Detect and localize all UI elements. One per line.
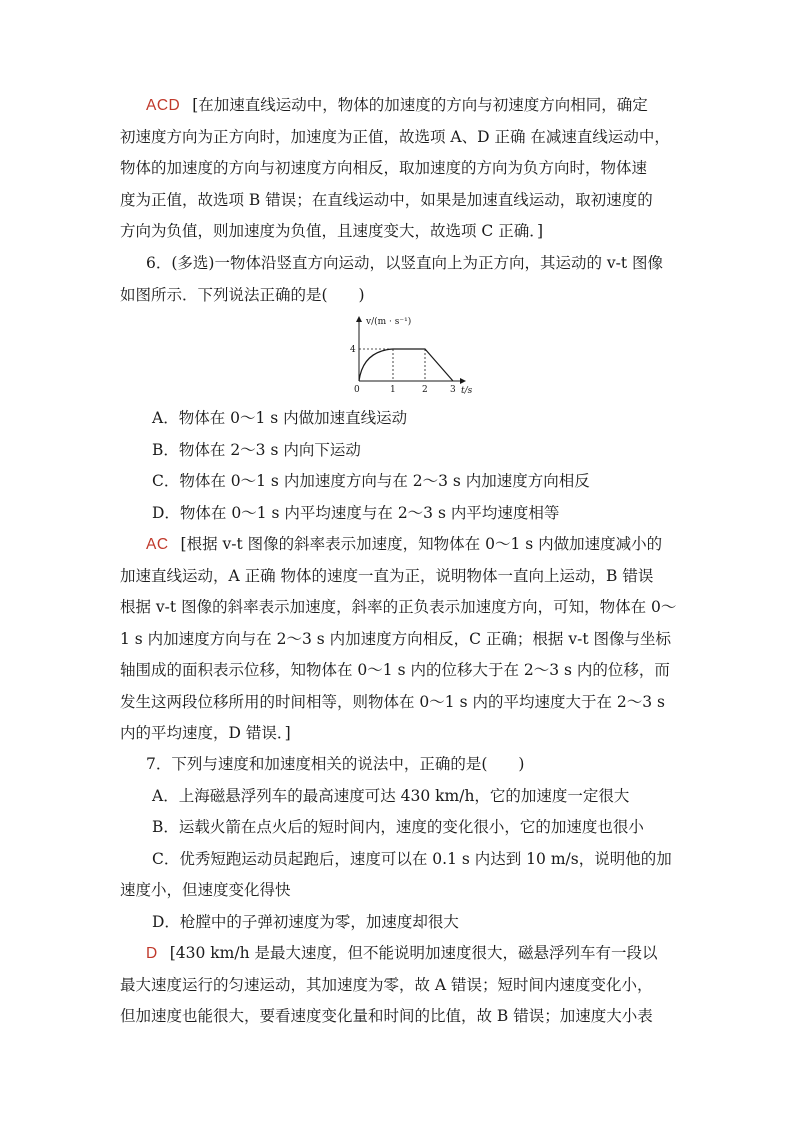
answer-label: D [146,945,158,962]
question-6-options [120,403,676,529]
text-line: 内的平均速度，D 错误．] [120,724,291,742]
answer-label: AC [146,536,169,553]
y-tick-4: 4 [350,345,356,355]
option-c: C．优秀短跑运动员起跑后，速度可以在 0.1 s 内达到 10 m/s，说明他的加 [152,849,672,868]
option-b: B．运载火箭在点火后的短时间内，速度的变化很小，它的加速度也很小 [152,818,644,836]
vt-graph [345,313,485,398]
text-line: 初速度方向为正方向时，加速度为正值，故选项 A、D 正确 在减速直线运动中， [120,127,670,146]
x-axis-label: t/s [461,386,473,396]
question-6-stem [120,248,676,311]
answer-explanation-6 [120,529,676,750]
question-7-stem: 7．下列与速度和加速度相关的说法中，正确的是( ) [146,755,525,773]
option-b: B．物体在 2～3 s 内向下运动 [152,440,361,459]
answer-label: ACD [146,97,181,114]
option-d: D．物体在 0～1 s 内平均速度与在 2～3 s 内平均速度相等 [152,503,560,522]
option-c-continued: 速度小，但速度变化得快 [120,881,291,899]
origin-label: 0 [354,385,360,395]
text-line: 轴围成的面积表示位移，知物体在 0～1 s 内的位移大于在 2～3 s 内的位移，而 [120,661,670,679]
answer-explanation-5 [120,90,676,248]
text-line: 加速直线运动，A 正确 物体的速度一直为正，说明物体一直向上运动，B 错误 [120,566,654,585]
line-text: [在加速直线运动中，物体的加速度的方向与初速度方向相同，确定 [192,96,648,114]
x-tick-1: 1 [390,385,396,395]
option-a: A．物体在 0～1 s 内做加速直线运动 [152,409,408,427]
x-tick-3: 3 [450,385,456,395]
option-d: D．枪膛中的子弹初速度为零，加速度却很大 [152,912,459,931]
text-line: 根据 v-t 图像的斜率表示加速度，斜率的正负表示加速度方向，可知，物体在 0～ [120,598,676,616]
text-line: 但加速度也能很大，要看速度变化量和时间的比值，故 B 错误；加速度大小表 [120,1007,653,1025]
text-line: 最大速度运行的匀速运动，其加速度为零，故 A 错误；短时间内速度变化小， [120,975,653,994]
x-tick-2: 2 [422,385,428,395]
text-line [120,529,676,561]
text-line [120,90,676,122]
text-line: 1 s 内加速度方向与在 2～3 s 内加速度方向相反，C 正确；根据 v-t 图像与坐标 [120,629,671,648]
vt-curve [359,349,453,381]
y-axis-label: v/(m · s⁻¹) [366,317,412,327]
question-7 [120,749,676,938]
text-line: 度为正值，故选项 B 错误；在直线运动中，如果是加速直线运动，取初速度的 [120,190,653,209]
option-a: A．上海磁悬浮列车的最高速度可达 430 km/h，它的加速度一定很大 [152,786,630,805]
vt-graph-figure [345,313,485,398]
option-c: C．物体在 0～1 s 内加速度方向与在 2～3 s 内加速度方向相反 [152,472,590,490]
text-line: 方向为负值，则加速度为负值，且速度变大，故选项 C 正确．] [120,222,544,240]
line-text: [430 km/h 是最大速度，但不能说明加速度很大，磁悬浮列车有一段以 [169,944,658,962]
text-line [120,938,676,970]
text-line: 物体的加速度的方向与初速度方向相反，取加速度的方向为负方向时，物体速 [120,159,648,177]
text-line: 6．(多选)一物体沿竖直方向运动，以竖直向上为正方向，其运动的 v-t 图像 [146,254,664,272]
text-line: 发生这两段位移所用的时间相等，则物体在 0～1 s 内的平均速度大于在 2～3 s [120,692,665,711]
line-text: [根据 v-t 图像的斜率表示加速度，知物体在 0～1 s 内做加速度减小的 [180,535,663,553]
answer-explanation-7 [120,938,676,1033]
text-line: 如图所示．下列说法正确的是( ) [120,285,365,304]
